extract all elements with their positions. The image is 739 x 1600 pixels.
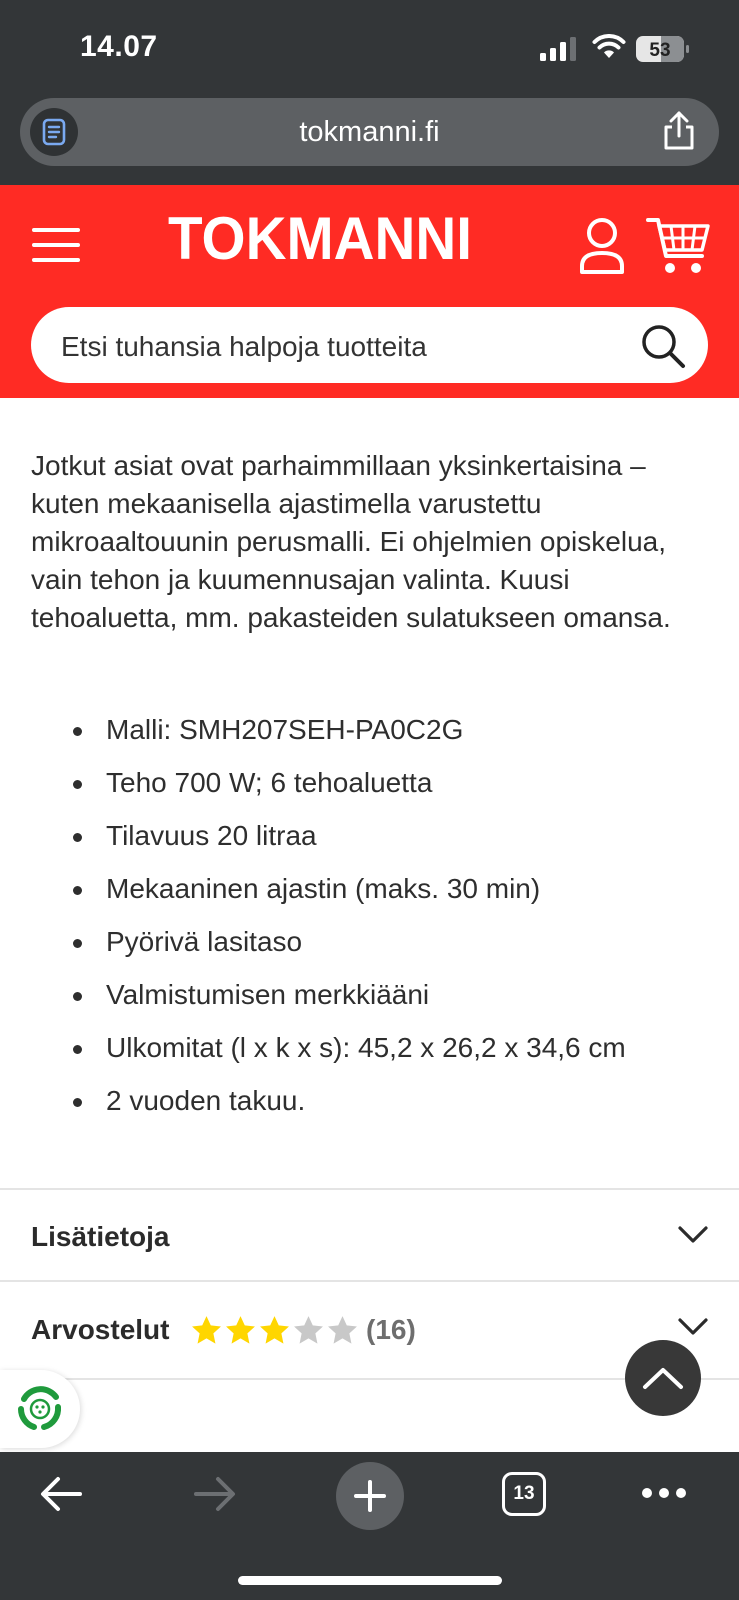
tabs-button[interactable]: 13 (502, 1472, 546, 1516)
feature-item: 2 vuoden takuu. (31, 1081, 721, 1134)
cellular-signal-icon (540, 37, 578, 61)
search-icon[interactable] (640, 323, 686, 369)
star-filled-icon (258, 1314, 291, 1347)
tokmanni-logo[interactable] (168, 207, 474, 267)
status-time: 14.07 (80, 30, 158, 63)
star-empty-icon (326, 1314, 359, 1347)
feature-item: Valmistumisen merkkiääni (31, 975, 721, 1028)
browser-toolbar (0, 1452, 739, 1600)
feature-item: Teho 700 W; 6 tehoaluetta (31, 763, 721, 816)
site-header (0, 185, 739, 398)
star-filled-icon (190, 1314, 223, 1347)
search-input[interactable]: Etsi tuhansia halpoja tuotteita (61, 331, 427, 362)
star-empty-icon (292, 1314, 325, 1347)
review-count[interactable]: (16) (366, 1314, 416, 1345)
eco-badge[interactable] (0, 1370, 80, 1448)
plus-icon (353, 1479, 387, 1513)
rating-stars (190, 1314, 359, 1348)
feature-item: Malli: SMH207SEH-PA0C2G (31, 710, 721, 763)
divider (0, 1280, 739, 1282)
address-bar[interactable] (20, 98, 719, 166)
product-features-list (31, 710, 721, 1134)
share-icon[interactable] (661, 110, 697, 152)
scroll-to-top-button[interactable] (625, 1340, 701, 1416)
product-description: Jotkut asiat ovat parhaimmillaan yksinkertaisina – kuten mekaanisella ajastimella varustettu mikroaaltouunin perusmalli. Ei ohjelmien opiskelua, vain tehon ja kuumennusajan valinta. Kuusi tehoaluetta, mm. pakasteiden sulatukseen omansa. (31, 450, 671, 633)
hamburger-menu-icon[interactable] (32, 225, 80, 265)
details-accordion-title[interactable]: Lisätietoja (31, 1221, 170, 1252)
feature-item: Ulkomitat (l x k x s): 45,2 x 26,2 x 34,6 cm (31, 1028, 721, 1081)
user-icon[interactable] (578, 216, 626, 276)
status-bar (0, 0, 739, 92)
chevron-down-icon[interactable] (677, 1225, 709, 1245)
search-bar[interactable] (31, 307, 708, 383)
new-tab-button[interactable] (336, 1462, 404, 1530)
url-text[interactable]: tokmanni.fi (299, 116, 440, 148)
feature-item: Mekaaninen ajastin (maks. 30 min) (31, 869, 721, 922)
arrow-right-icon[interactable] (192, 1474, 238, 1514)
wifi-icon (592, 34, 626, 60)
home-indicator[interactable] (238, 1576, 502, 1585)
recycle-badge-icon (12, 1381, 68, 1437)
feature-item: Pyörivä lasitaso (31, 922, 721, 975)
arrow-left-icon[interactable] (38, 1474, 84, 1514)
star-filled-icon (224, 1314, 257, 1347)
battery-icon (636, 36, 690, 62)
feature-item: Tilavuus 20 litraa (31, 816, 721, 869)
chevron-down-icon[interactable] (677, 1317, 709, 1337)
browser-address-area (0, 92, 739, 185)
logo-text: TOKMANNI (168, 207, 472, 267)
shopping-cart-icon[interactable] (646, 216, 710, 276)
more-dots-icon[interactable] (640, 1486, 688, 1500)
battery-level: 53 (649, 40, 671, 61)
divider (0, 1188, 739, 1190)
chevron-up-icon (641, 1365, 685, 1391)
reviews-accordion-title[interactable]: Arvostelut (31, 1314, 170, 1345)
